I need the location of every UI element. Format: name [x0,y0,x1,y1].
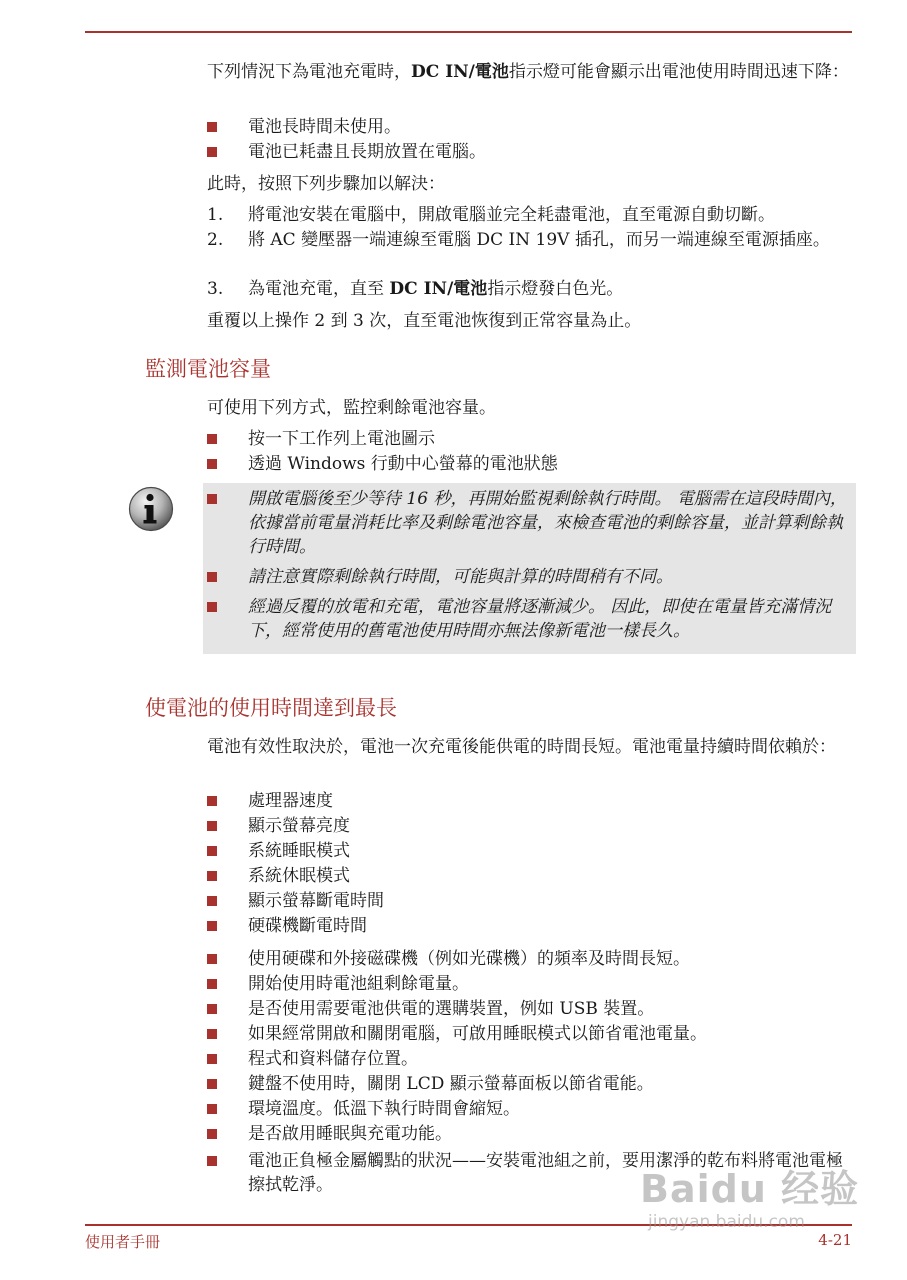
note-item: 開啟電腦後至少等待 16 秒，再開始監視剩餘執行時間。 電腦需在這段時間內，依據當前電量消耗比率及剩餘電池容量，來檢查電池的剩餘容量，並計算剩餘執行時間。 [207,487,848,559]
bullet-square-icon [207,1054,217,1064]
bullet-square-icon [207,871,217,881]
note-box [203,483,856,654]
footer-title: 使用者手冊 [85,1233,161,1251]
bullet-square-icon [207,796,217,806]
list-item: 系統睡眠模式 [207,839,852,863]
page-number: 4-21 [818,1231,852,1249]
bullet-square-icon [207,979,217,989]
bullet-square-icon [207,954,217,964]
watermark-logo-text: Baidu 经验 [640,1167,860,1211]
list-item: 顯示螢幕斷電時間 [207,889,852,913]
bullet-square-icon [207,1004,217,1014]
intro-paragraph: 下列情況下為電池充電時，DC IN/電池指示燈可能會顯示出電池使用時間迅速下降： [207,62,849,82]
section-heading-monitor: 監測電池容量 [145,357,271,381]
bullet-square-icon [207,572,217,582]
bullet-square-icon [207,147,217,157]
repeat-paragraph: 重覆以上操作 2 到 3 次，直至電池恢復到正常容量為止。 [207,311,642,331]
step-item: 3. 為電池充電，直至 DC IN/電池指示燈發白色光。 [207,279,624,299]
bullet-square-icon [207,821,217,831]
note-item: 經過反覆的放電和充電，電池容量將逐漸減少。 因此，即使在電量皆充滿情況下，經常使用的舊電池使用時間亦無法像新電池一樣長久。 [207,595,848,643]
list-item: 透過 Windows 行動中心螢幕的電池狀態 [207,452,852,476]
bullet-square-icon [207,896,217,906]
list-item: 電池正負極金屬觸點的狀況——安裝電池組之前，要用潔淨的乾布料將電池電極擦拭乾淨。 [207,1149,852,1197]
baidu-watermark [640,1158,860,1248]
list-item: 顯示螢幕亮度 [207,814,852,838]
steps-lead: 此時，按照下列步驟加以解決： [207,174,445,194]
list-item: 開始使用時電池組剩餘電量。 [207,972,852,996]
bullet-square-icon [207,1079,217,1089]
bullet-square-icon [207,1129,217,1139]
bullet-square-icon [207,494,217,504]
section-heading-maximize: 使電池的使用時間達到最長 [145,696,397,720]
step-item: 1. 將電池安裝在電腦中，開啟電腦並完全耗盡電池，直至電源自動切斷。 [207,205,775,225]
bullet-square-icon [207,122,217,132]
list-item: 按一下工作列上電池圖示 [207,427,852,451]
bullet-square-icon [207,1104,217,1114]
list-item: 電池已耗盡且長期放置在電腦。 [207,140,852,164]
maximize-lead: 電池有效性取決於，電池一次充電後能供電的時間長短。電池電量持續時間依賴於： [207,737,836,757]
bullet-square-icon [207,459,217,469]
bullet-square-icon [207,434,217,444]
info-icon [128,486,174,532]
list-item: 如果經常開啟和關閉電腦，可啟用睡眠模式以節省電池電量。 [207,1022,852,1046]
note-item: 請注意實際剩餘執行時間，可能與計算的時間稍有不同。 [207,565,848,589]
list-item: 電池長時間未使用。 [207,115,852,139]
list-item: 是否使用需要電池供電的選購裝置，例如 USB 裝置。 [207,997,852,1021]
bullet-square-icon [207,602,217,612]
monitor-lead: 可使用下列方式，監控剩餘電池容量。 [207,398,496,418]
list-item: 系統休眠模式 [207,864,852,888]
header-rule [85,31,852,33]
list-item: 處理器速度 [207,789,852,813]
list-item: 環境溫度。低溫下執行時間會縮短。 [207,1097,852,1121]
bullet-square-icon [207,1029,217,1039]
bullet-square-icon [207,846,217,856]
bullet-square-icon [207,1156,217,1166]
list-item: 鍵盤不使用時，關閉 LCD 顯示螢幕面板以節省電能。 [207,1072,852,1096]
watermark-url: jingyan.baidu.com [648,1212,805,1232]
step-item: 2. 將 AC 變壓器一端連線至電腦 DC IN 19V 插孔，而另一端連線至電源插座。 [207,230,830,250]
bullet-square-icon [207,921,217,931]
list-item: 是否啟用睡眠與充電功能。 [207,1122,852,1146]
list-item: 硬碟機斷電時間 [207,914,852,938]
list-item: 程式和資料儲存位置。 [207,1047,852,1071]
list-item: 使用硬碟和外接磁碟機（例如光碟機）的頻率及時間長短。 [207,947,852,971]
